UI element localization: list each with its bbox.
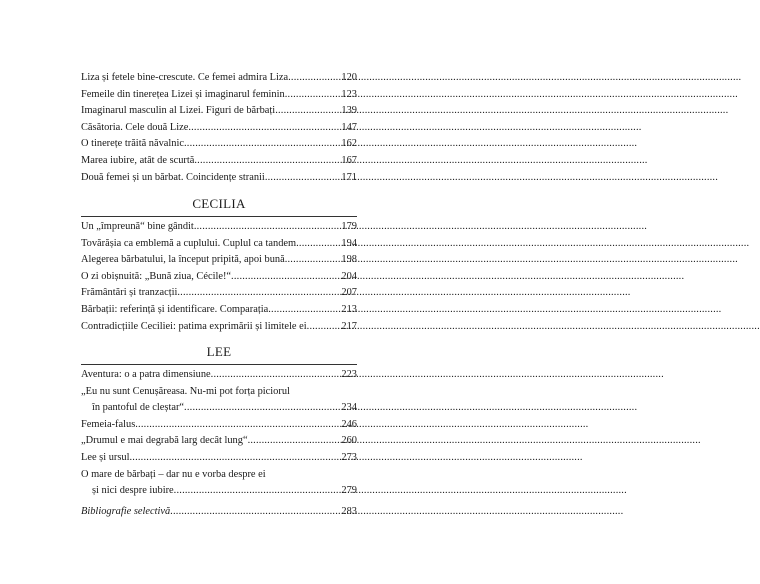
toc-entry[interactable] — [81, 70, 357, 87]
toc-entry-page: 213 — [341, 303, 357, 315]
toc-entry-title: Aventura: o a patra dimensiune — [81, 369, 211, 380]
toc-entry[interactable] — [81, 170, 357, 187]
toc-entry-page: 273 — [341, 451, 357, 463]
toc-entry-page: 139 — [341, 105, 357, 117]
toc-entry[interactable] — [81, 319, 357, 336]
toc-entry[interactable] — [81, 367, 357, 384]
toc-entry-title: Marea iubire, atât de scurtă — [81, 154, 195, 166]
toc-entry-page: 279 — [341, 485, 357, 497]
leader-dots — [194, 219, 341, 236]
toc-entry-bibliography[interactable] — [81, 504, 357, 521]
section-heading-cecilia: CECILIA — [192, 196, 246, 211]
toc-entry[interactable] — [81, 433, 357, 450]
leader-dots — [268, 302, 340, 319]
section-rule — [81, 216, 357, 217]
leader-dots — [296, 236, 340, 253]
leader-dots — [188, 120, 340, 137]
toc-entry-page: 171 — [341, 171, 357, 183]
toc-entry[interactable] — [81, 384, 357, 417]
leader-dots — [211, 367, 341, 384]
toc-entry-page: 147 — [341, 121, 357, 133]
toc-entry-page: 179 — [341, 221, 357, 232]
toc-entry-title-line1: „Eu nu sunt Cenușăreasa. Nu-mi pot forța piciorul — [81, 385, 290, 397]
toc-entry-title: Frământări și tranzacții — [81, 287, 178, 299]
toc-entry[interactable] — [81, 219, 357, 236]
toc-bibliography — [81, 504, 357, 521]
leader-dots — [194, 153, 340, 170]
toc-entry-page: 260 — [341, 435, 357, 447]
toc-entry-title: Lee și ursul — [81, 451, 130, 463]
toc-entry-title: Tovărășia ca emblemă a cuplului. Cuplul ca tandem — [81, 237, 297, 249]
toc-entry-title: Căsătoria. Cele două Lize — [81, 121, 189, 133]
toc-entry-page: 120 — [341, 72, 357, 83]
leader-dots — [174, 483, 341, 500]
toc-entry[interactable] — [81, 120, 357, 137]
toc-entry-page: 167 — [341, 154, 357, 166]
section-heading-lee: LEE — [206, 344, 232, 359]
toc-entry-title: Bibliografie selectivă — [81, 506, 171, 517]
leader-dots — [184, 136, 340, 153]
leader-dots — [184, 400, 340, 417]
toc-entry-title: O zi obișnuită: „Bună ziua, Cécile!“ — [81, 270, 232, 282]
toc-entry-title: Contradicțiile Ceciliei: patima exprimării și limitele ei — [81, 320, 307, 332]
section-rule — [81, 364, 357, 365]
leader-dots — [275, 103, 340, 120]
toc-entry-title: Femeile din tinerețea Lizei și imaginarul feminin — [81, 88, 285, 100]
toc-entry[interactable] — [81, 103, 357, 120]
toc-entry[interactable] — [81, 153, 357, 170]
leader-dots — [248, 433, 341, 450]
leader-dots — [288, 70, 340, 87]
leader-dots — [285, 87, 341, 104]
leader-dots — [285, 252, 341, 269]
toc-entry[interactable] — [81, 252, 357, 269]
toc-entry-page: 123 — [341, 88, 357, 100]
toc-entry-title: Bărbații: referință și identificare. Comparația — [81, 303, 269, 315]
toc-entry[interactable] — [81, 136, 357, 153]
toc-list-liza — [81, 70, 357, 186]
toc-entry-page: 246 — [341, 418, 357, 430]
toc-entry-title: O tinerețe trăită năvalnic — [81, 138, 184, 150]
toc-entry-page: 207 — [341, 287, 357, 299]
toc-list-lee — [81, 367, 357, 500]
toc-entry[interactable] — [81, 87, 357, 104]
toc-entry[interactable] — [81, 417, 357, 434]
toc-entry[interactable] — [81, 467, 357, 500]
toc-entry-page: 162 — [341, 138, 357, 150]
leader-dots — [265, 170, 341, 187]
leader-dots — [177, 285, 340, 302]
toc-entry-title: Femeia-falus — [81, 418, 136, 430]
toc-entry[interactable] — [81, 302, 357, 319]
toc-entry-title-line1: O mare de bărbați – dar nu e vorba despre ei — [81, 468, 266, 480]
toc-entry-page: 283 — [341, 506, 357, 517]
toc-entry-page: 194 — [341, 237, 357, 249]
toc-entry-title-line2: și nici despre iubire — [92, 485, 174, 497]
leader-dots — [129, 450, 340, 467]
toc-entry-title: Liza și fetele bine-crescute. Ce femei admira Liza — [81, 72, 289, 83]
toc-entry-page: 198 — [341, 254, 357, 266]
leader-dots — [135, 417, 340, 434]
toc-entry-title: Două femei și un bărbat. Coincidențe stranii — [81, 171, 265, 183]
toc-entry[interactable] — [81, 236, 357, 253]
toc-list-cecilia — [81, 219, 357, 335]
leader-dots — [231, 269, 340, 286]
toc-entry-title: Imaginarul masculin al Lizei. Figuri de bărbați — [81, 105, 276, 117]
leader-dots — [170, 504, 340, 521]
toc-entry[interactable] — [81, 450, 357, 467]
toc-entry-title: Alegerea bărbatului, la început pripită, apoi bună — [81, 254, 285, 266]
toc-entry-page: 204 — [341, 270, 357, 282]
toc-entry[interactable] — [81, 269, 357, 286]
toc-entry-title: „Drumul e mai degrabă larg decât lung“ — [81, 435, 248, 447]
toc-entry-page: 217 — [341, 320, 357, 332]
toc-entry-title-line2: în pantoful de cleștar“ — [92, 402, 185, 414]
toc-entry-title: Un „împreună“ bine gândit — [81, 221, 194, 232]
toc-entry[interactable] — [81, 285, 357, 302]
leader-dots — [307, 319, 341, 336]
toc-entry-page: 223 — [341, 369, 357, 380]
toc-entry-page: 234 — [341, 402, 357, 414]
